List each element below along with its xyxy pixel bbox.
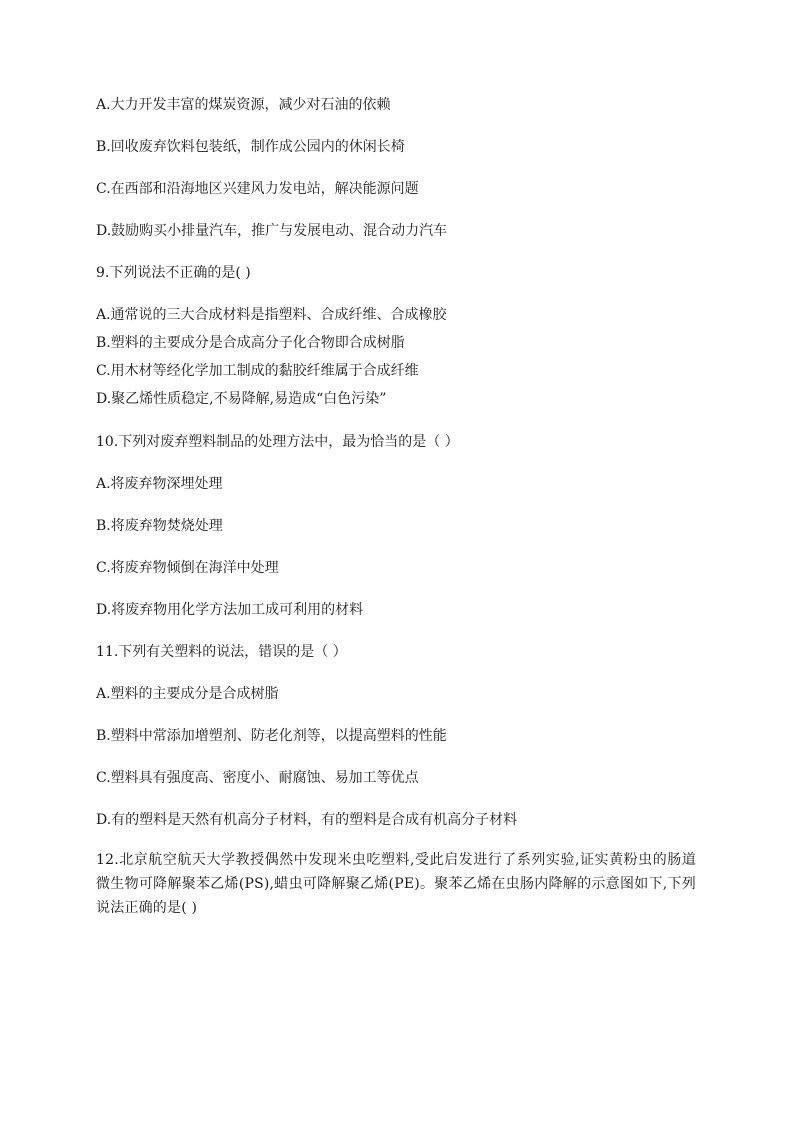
q9-stem: 9.下列说法不正确的是( ) [96, 265, 251, 281]
q11-option-b: B.塑料中常添加增塑剂、防老化剂等，以提高塑料的性能 [96, 728, 447, 744]
q8-option-d: D.鼓励购买小排量汽车，推广与发展电动、混合动力汽车 [96, 223, 448, 239]
q8-option-b: B.回收废弃饮料包装纸，制作成公园内的休闲长椅 [96, 139, 405, 155]
q8-option-c: C.在西部和沿海地区兴建风力发电站，解决能源问题 [96, 181, 419, 197]
q9-option-c: C.用木材等经化学加工制成的黏胶纤维属于合成纤维 [96, 363, 419, 379]
q9-option-a: A.通常说的三大合成材料是指塑料、合成纤维、合成橡胶 [96, 307, 447, 323]
q10-option-b: B.将废弃物焚烧处理 [96, 518, 223, 534]
q11-option-c: C.塑料具有强度高、密度小、耐腐蚀、易加工等优点 [96, 770, 419, 786]
q10-option-c: C.将废弃物倾倒在海洋中处理 [96, 560, 279, 576]
q11-stem: 11.下列有关塑料的说法，错误的是（ ） [96, 644, 347, 660]
q9-option-b: B.塑料的主要成分是合成高分子化合物即合成树脂 [96, 335, 405, 351]
q10-option-a: A.将废弃物深埋处理 [96, 476, 223, 492]
q11-option-d: D.有的塑料是天然有机高分子材料，有的塑料是合成有机高分子材料 [96, 812, 518, 828]
q10-stem: 10.下列对废弃塑料制品的处理方法中，最为恰当的是（ ） [96, 434, 459, 450]
q12-stem: 12.北京航空航天大学教授偶然中发现米虫吃塑料,受此启发进行了系列实验,证实黄粉虫的肠道微生物可降解聚苯乙烯(PS),蜡虫可降解聚乙烯(PE)。聚苯乙烯在虫肠内降解的示意图如下,下列说法正确的是( ) [96, 852, 696, 916]
q8-option-a: A.大力开发丰富的煤炭资源，减少对石油的依赖 [96, 97, 391, 113]
q11-option-a: A.塑料的主要成分是合成树脂 [96, 686, 279, 702]
q9-option-d: D.聚乙烯性质稳定,不易降解,易造成“白色污染” [96, 391, 387, 407]
q10-option-d: D.将废弃物用化学方法加工成可利用的材料 [96, 602, 364, 618]
